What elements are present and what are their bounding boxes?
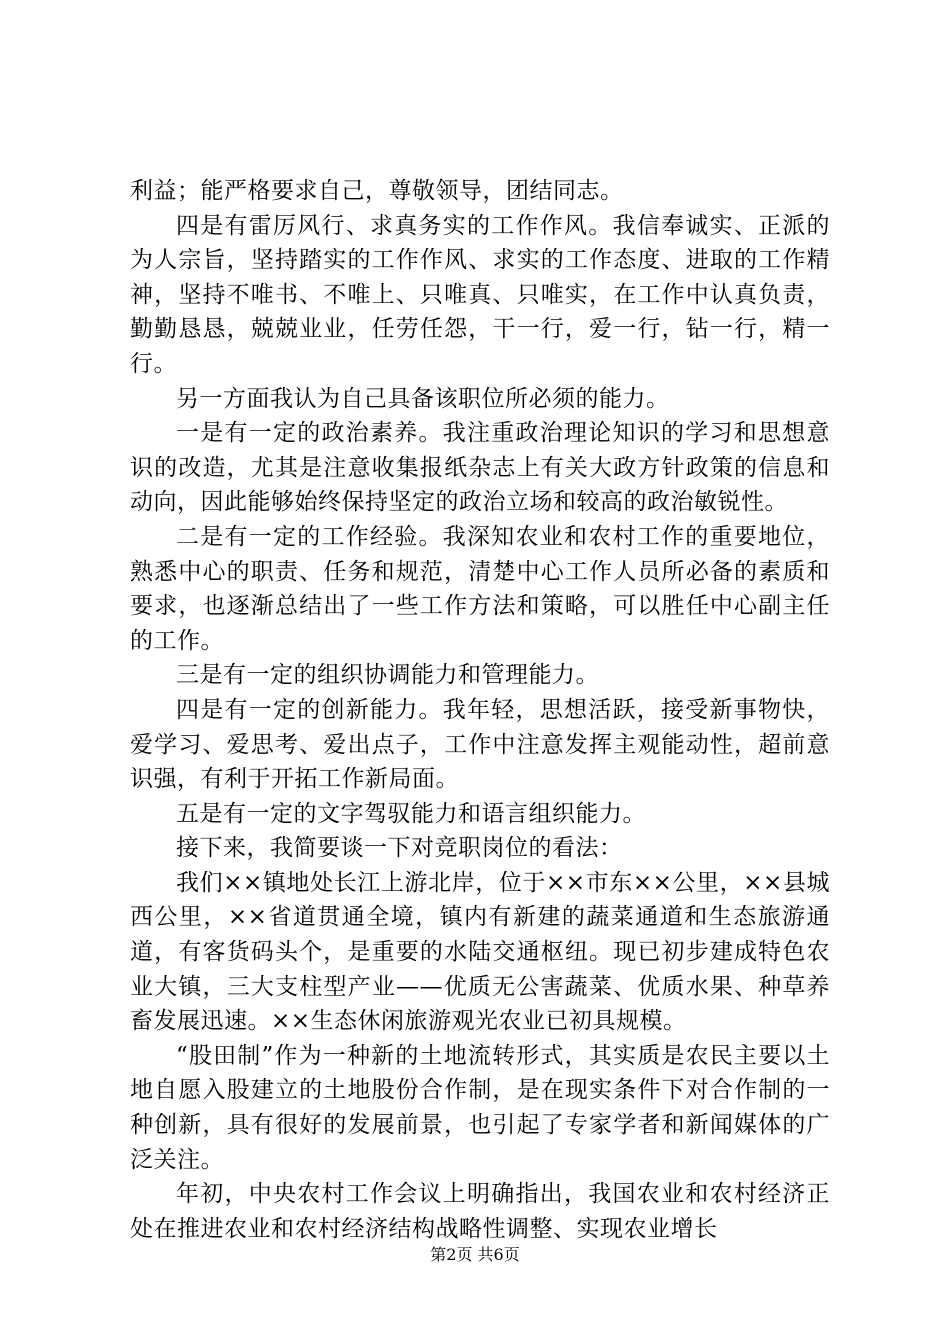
paragraph: 四是有一定的创新能力。我年轻，思想活跃，接受新事物快，爱学习、爱思考、爱出点子，工作中注意发挥主观能动性，超前意识强，有利于开拓工作新局面。 — [130, 696, 830, 793]
paragraph: 五是有一定的文字驾驭能力和语言组织能力。 — [176, 800, 646, 827]
paragraph: 年初，中央农村工作会议上明确指出，我国农业和农村经济正处在推进农业和农村经济结构战略性调整、实现农业增长 — [130, 1181, 830, 1242]
paragraph: 利益；能严格要求自己，尊敬领导，团结同志。 — [130, 178, 624, 204]
paragraph: 一是有一定的政治素养。我注重政治理论知识的学习和思想意识的改造，尤其是注意收集报纸杂志上有关大政方针政策的信息和动向，因此能够始终保持坚定的政治立场和较高的政治敏锐性。 — [130, 420, 830, 516]
paragraph: 四是有雷厉风行、求真务实的工作作风。我信奉诚实、正派的为人宗旨，坚持踏实的工作作风、求实的工作态度、进取的工作精神，坚持不唯书、不唯上、只唯真、只唯实，在工作中认真负责，勤勤恳恳，兢兢业业，任劳任怨，干一行，爱一行，钻一行，精一行。 — [130, 212, 830, 377]
paragraph: 我们××镇地处长江上游北岸，位于××市东××公里，××县城西公里，××省道贯通全境，镇内有新建的蔬菜通道和生态旅游通道，有客货码头个，是重要的水陆交通枢纽。现已初步建成特色农业大镇，三大支柱型产业——优质无公害蔬菜、优质水果、种草养畜发展迅速。××生态休闲旅游观光农业已初具规模。 — [130, 869, 830, 1035]
paragraph: 另一方面我认为自己具备该职位所必须的能力。 — [176, 385, 670, 412]
paragraph: 二是有一定的工作经验。我深知农业和农村工作的重要地位，熟悉中心的职责、任务和规范，清楚中心工作人员所必备的素质和要求，也逐渐总结出了一些工作方法和策略，可以胜任中心副主任的工作。 — [130, 523, 830, 654]
page-footer — [0, 1245, 950, 1265]
paragraph: 接下来，我简要谈一下对竞职岗位的看法： — [176, 835, 623, 862]
document-body — [130, 174, 830, 1246]
page-number: 第2页 共6页 — [430, 1245, 520, 1264]
paragraph: 三是有一定的组织协调能力和管理能力。 — [176, 662, 599, 689]
paragraph: “股田制”作为一种新的土地流转形式，其实质是农民主要以土地自愿入股建立的土地股份合作制，是在现实条件下对合作制的一种创新，具有很好的发展前景，也引起了专家学者和新闻媒体的广泛关注。 — [130, 1042, 830, 1173]
